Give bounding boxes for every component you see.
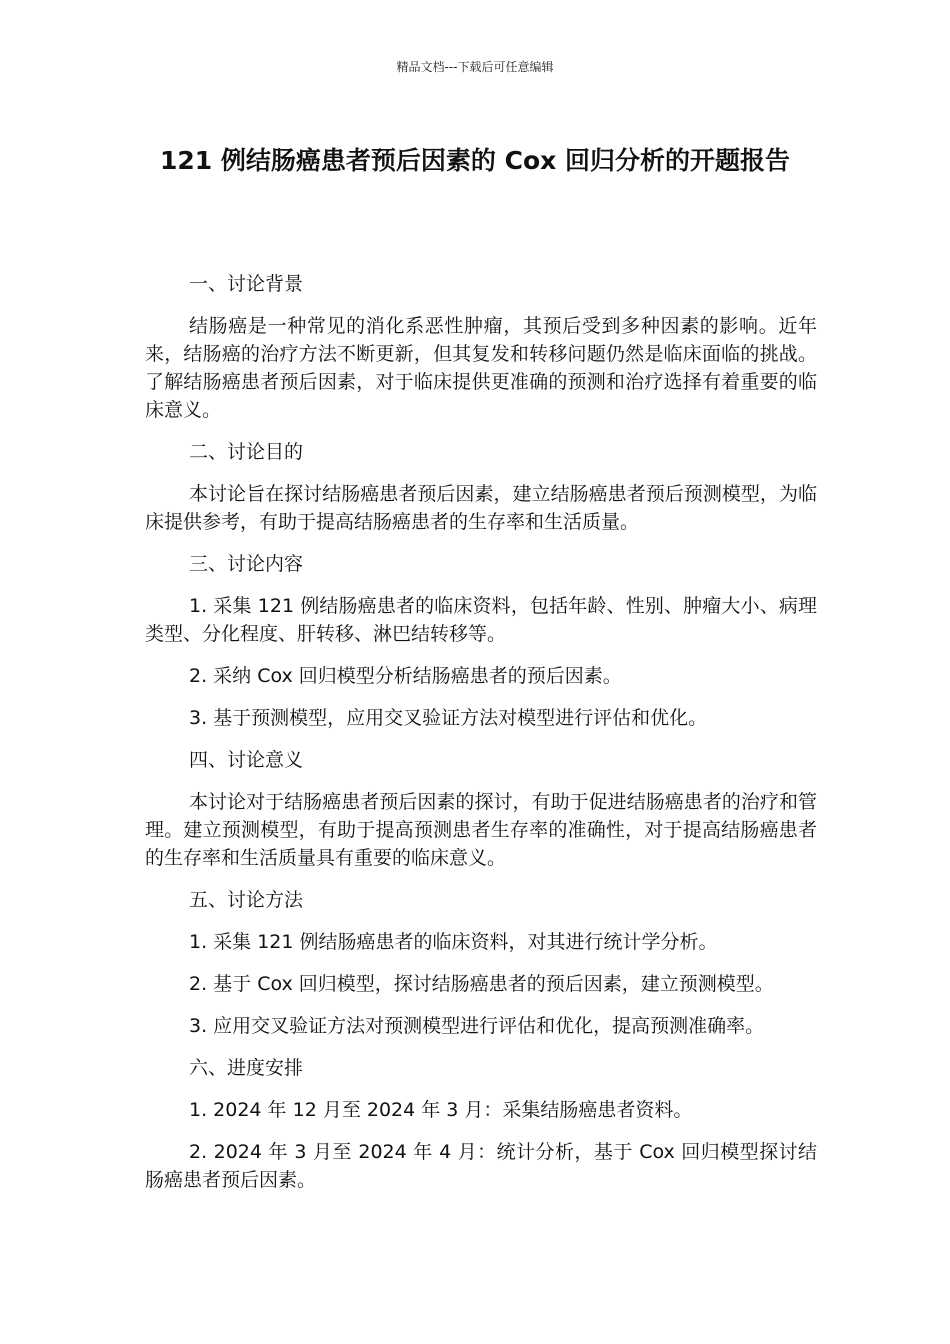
- purpose-paragraph: 本讨论旨在探讨结肠癌患者预后因素，建立结肠癌患者预后预测模型，为临床提供参考，有助于提高结肠癌患者的生存率和生活质量。: [145, 483, 817, 533]
- section-heading-background: 一、讨论背景: [189, 273, 304, 295]
- methods-item: 3. 应用交叉验证方法对预测模型进行评估和优化，提高预测准确率。: [189, 1015, 765, 1037]
- document-title: 121 例结肠癌患者预后因素的 Cox 回归分析的开题报告: [160, 146, 790, 175]
- content-item: 3. 基于预测模型，应用交叉验证方法对模型进行评估和优化。: [189, 707, 708, 729]
- section-heading-schedule: 六、进度安排: [189, 1057, 304, 1079]
- methods-item: 1. 采集 121 例结肠癌患者的临床资料，对其进行统计学分析。: [189, 931, 718, 953]
- significance-paragraph: 本讨论对于结肠癌患者预后因素的探讨，有助于促进结肠癌患者的治疗和管理。建立预测模型，有助于提高预测患者生存率的准确性，对于提高结肠癌患者的生存率和生活质量具有重要的临床意义。: [145, 791, 817, 869]
- schedule-item: 2. 2024 年 3 月至 2024 年 4 月：统计分析，基于 Cox 回归模型探讨结肠癌患者预后因素。: [145, 1141, 817, 1191]
- header-note: 精品文档---下载后可任意编辑: [396, 60, 554, 74]
- content-item: 2. 采纳 Cox 回归模型分析结肠癌患者的预后因素。: [189, 665, 622, 687]
- methods-item: 2. 基于 Cox 回归模型，探讨结肠癌患者的预后因素，建立预测模型。: [189, 973, 774, 995]
- section-heading-content: 三、讨论内容: [189, 553, 304, 575]
- document-body: [145, 270, 817, 1208]
- background-paragraph: 结肠癌是一种常见的消化系恶性肿瘤，其预后受到多种因素的影响。近年来，结肠癌的治疗方法不断更新，但其复发和转移问题仍然是临床面临的挑战。了解结肠癌患者预后因素，对于临床提供更准确的预测和治疗选择有着重要的临床意义。: [145, 315, 817, 421]
- content-item: 1. 采集 121 例结肠癌患者的临床资料，包括年龄、性别、肿瘤大小、病理类型、分化程度、肝转移、淋巴结转移等。: [145, 595, 817, 645]
- section-heading-significance: 四、讨论意义: [189, 749, 304, 771]
- section-heading-methods: 五、讨论方法: [189, 889, 304, 911]
- schedule-item: 1. 2024 年 12 月至 2024 年 3 月：采集结肠癌患者资料。: [189, 1099, 693, 1121]
- section-heading-purpose: 二、讨论目的: [189, 441, 304, 463]
